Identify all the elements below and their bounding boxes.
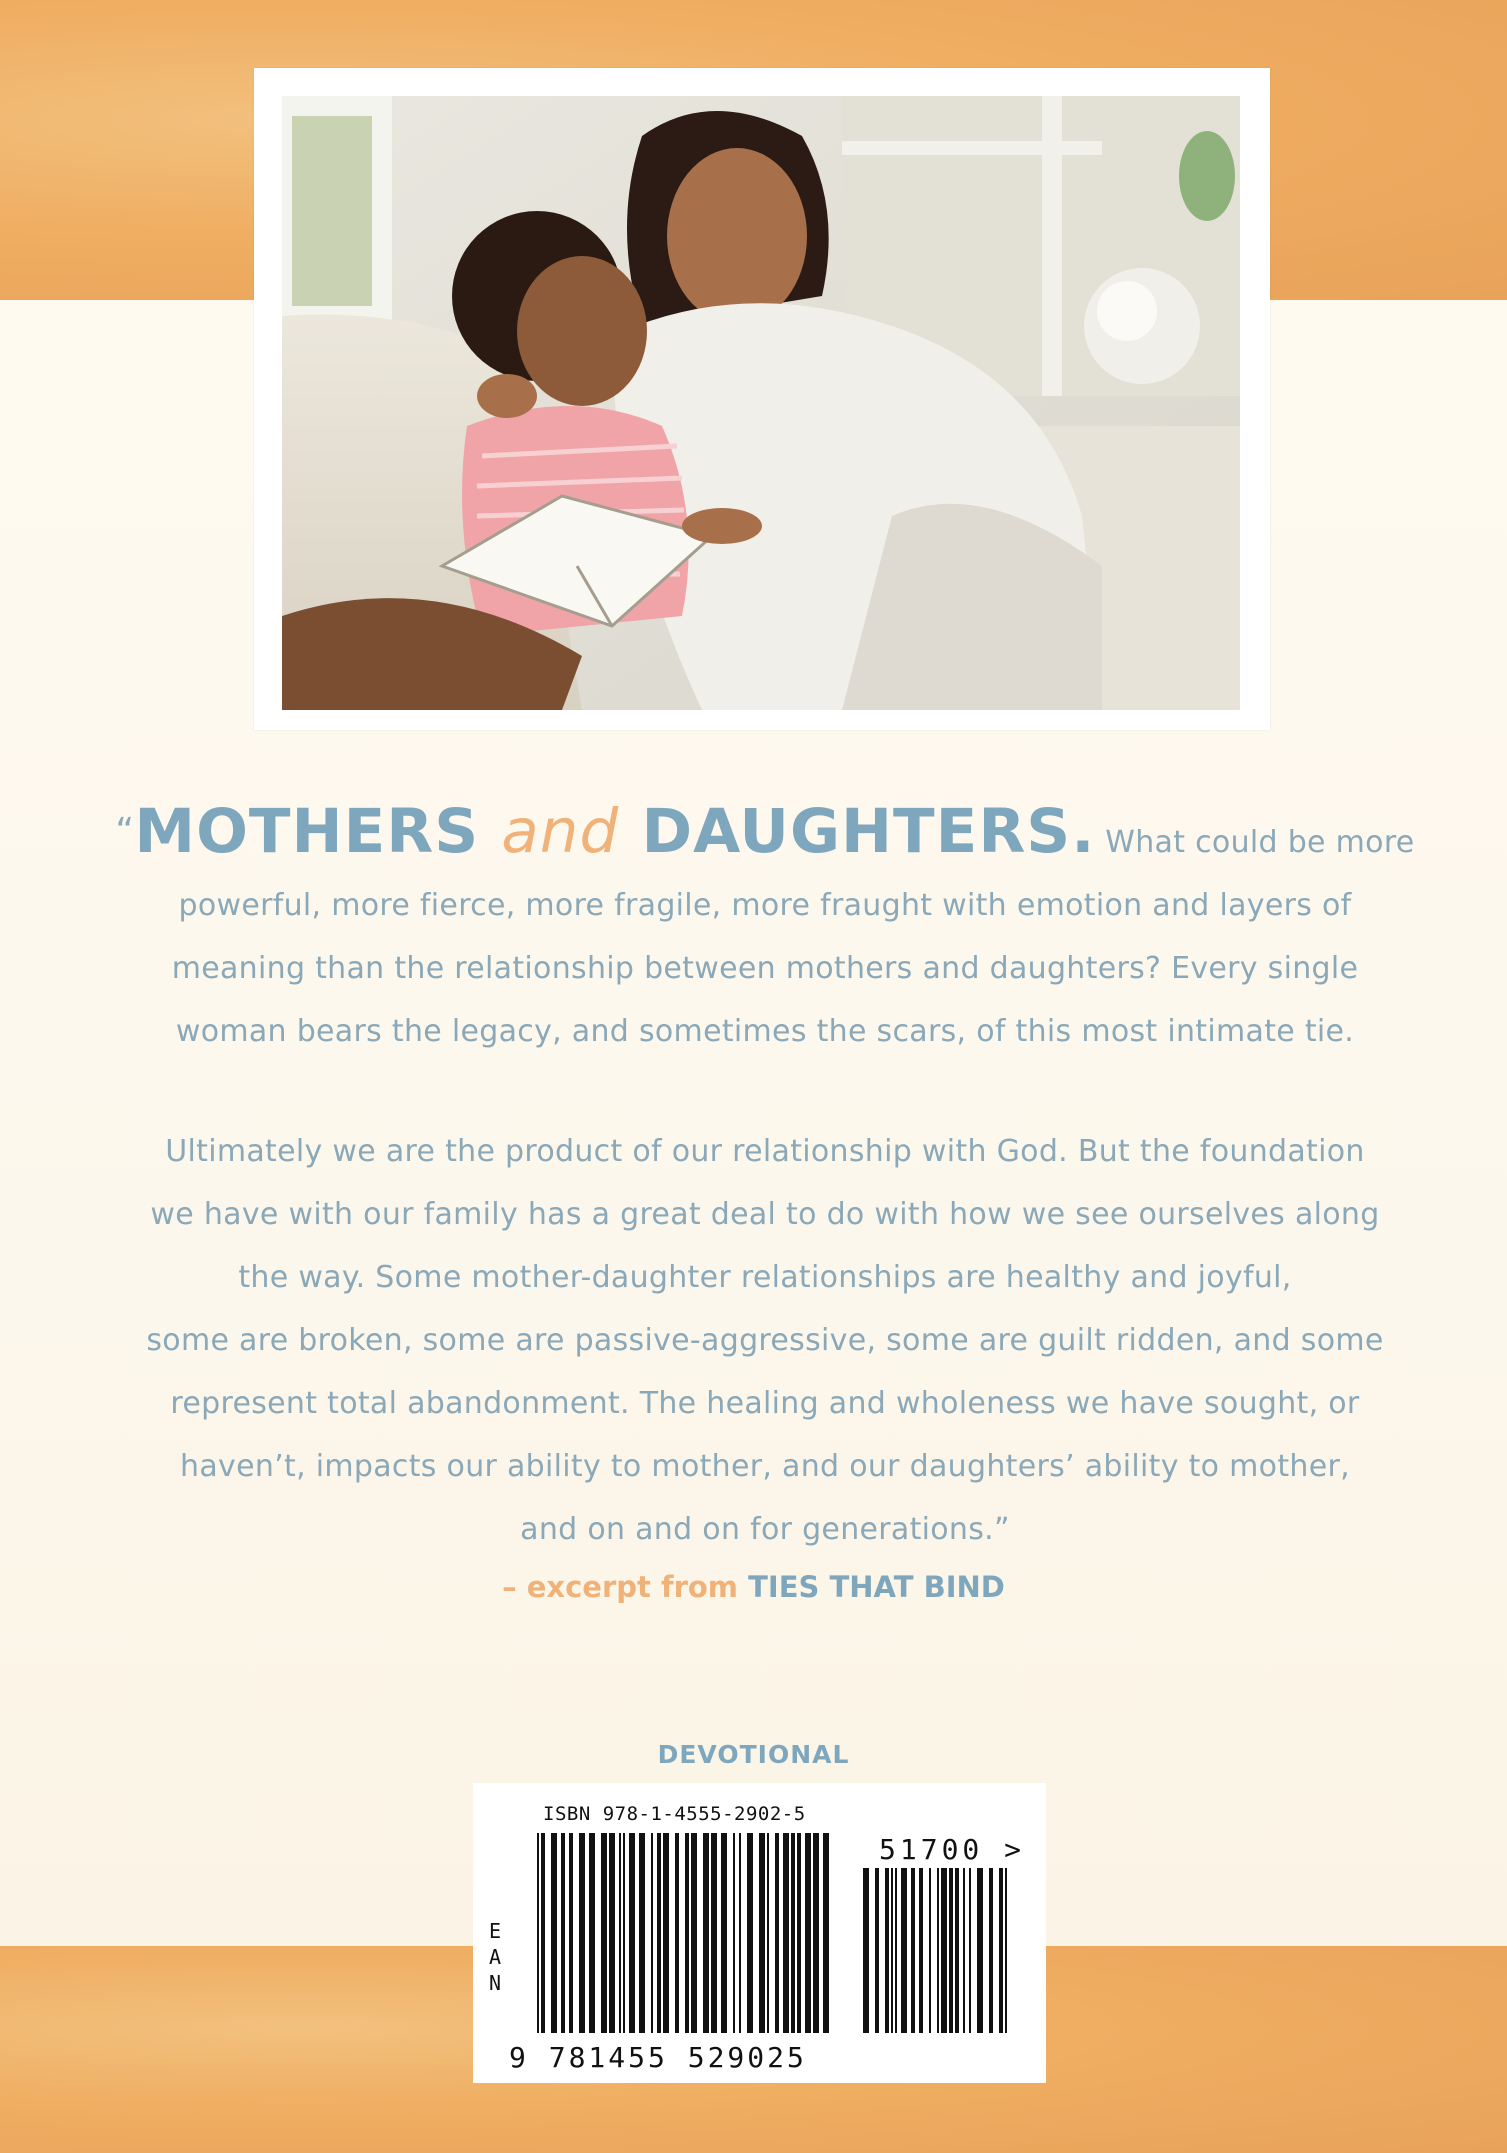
barcode-bar xyxy=(589,1833,595,2033)
barcode-bar xyxy=(711,1833,717,2033)
barcode-bar xyxy=(919,1868,923,2033)
barcode-bar xyxy=(941,1868,947,2033)
barcode-bar xyxy=(805,1833,811,2033)
quote-line-2: powerful, more fierce, more fragile, more fraught with emotion and layers of xyxy=(178,888,1352,923)
barcode-bar xyxy=(969,1868,971,2033)
quote-line-1-rest: What could be more xyxy=(1105,825,1415,860)
barcode-bar xyxy=(561,1833,565,2033)
barcode-bar xyxy=(977,1868,983,2033)
barcode-bar xyxy=(1005,1868,1007,2033)
headline-daughters: DAUGHTERS. xyxy=(641,796,1096,867)
quote-line-1 xyxy=(110,796,1420,874)
attribution-prefix: – excerpt from xyxy=(502,1570,739,1604)
barcode-bar xyxy=(619,1833,621,2033)
second-paragraph xyxy=(110,1120,1420,1561)
barcode-bar xyxy=(703,1833,709,2033)
excerpt-attribution xyxy=(0,1570,1507,1604)
barcode-box xyxy=(473,1783,1046,2083)
barcode-bar xyxy=(747,1833,753,2033)
barcode-bar xyxy=(949,1868,953,2033)
barcode-bar xyxy=(675,1833,679,2033)
barcode-bar xyxy=(579,1833,585,2033)
headline xyxy=(134,796,1095,867)
isbn-text: ISBN 978-1-4555-2902-5 xyxy=(543,1803,806,1825)
barcode-bar xyxy=(767,1833,769,2033)
barcode-bar xyxy=(823,1833,829,2033)
barcode-bar xyxy=(739,1833,741,2033)
barcode-bar xyxy=(685,1833,689,2033)
barcode-bar xyxy=(901,1868,907,2033)
barcode-bar xyxy=(963,1868,965,2033)
barcode-bar xyxy=(623,1833,625,2033)
barcode-bar xyxy=(999,1868,1003,2033)
barcode-bar xyxy=(639,1833,645,2033)
barcode-bar xyxy=(929,1868,931,2033)
barcode-bar xyxy=(783,1833,789,2033)
barcode-bar xyxy=(721,1833,727,2033)
barcode-bar xyxy=(537,1833,539,2033)
paragraph-line: Ultimately we are the product of our relationship with God. But the foundation xyxy=(165,1134,1365,1169)
barcode-bar xyxy=(891,1868,893,2033)
barcode-bar xyxy=(937,1868,939,2033)
paragraph-line: haven’t, impacts our ability to mother, and our daughters’ ability to mother, xyxy=(180,1449,1350,1484)
barcode-bar xyxy=(791,1833,795,2033)
paragraph-line: and on and on for generations.” xyxy=(520,1512,1010,1547)
paragraph-line: represent total abandonment. The healing and wholeness we have sought, or xyxy=(170,1386,1360,1421)
addon-barcode xyxy=(863,1868,1013,2033)
barcode-bar xyxy=(863,1868,869,2033)
barcode-bar xyxy=(733,1833,735,2033)
barcode-bar xyxy=(551,1833,557,2033)
barcode-bar xyxy=(989,1868,993,2033)
quote-line-3: meaning than the relationship between mothers and daughters? Every single xyxy=(171,951,1359,986)
headline-mothers: MOTHERS xyxy=(134,796,480,867)
barcode-bar xyxy=(797,1833,801,2033)
paragraph-line: we have with our family has a great deal to do with how we see ourselves along xyxy=(150,1197,1380,1232)
price-code: 51700 > xyxy=(879,1833,1026,1866)
barcode-bar xyxy=(541,1833,545,2033)
attribution-title: TIES THAT BIND xyxy=(748,1570,1005,1604)
barcode-bar xyxy=(955,1868,959,2033)
barcode-bar xyxy=(601,1833,607,2033)
barcode-bar xyxy=(875,1868,879,2033)
barcode-bar xyxy=(651,1833,653,2033)
ean-label: E A N xyxy=(488,1919,502,1995)
barcode-bar xyxy=(629,1833,635,2033)
barcode-bar xyxy=(609,1833,615,2033)
paragraph-line: the way. Some mother-daughter relationships are healthy and joyful, xyxy=(238,1260,1292,1295)
barcode-bar xyxy=(911,1868,915,2033)
barcode-bar xyxy=(657,1833,661,2033)
paragraph-line: some are broken, some are passive-aggressive, some are guilt ridden, and some xyxy=(146,1323,1384,1358)
quote-line-4: woman bears the legacy, and sometimes the scars, of this most intimate tie. xyxy=(175,1014,1355,1049)
mother-daughter-reading-photo xyxy=(282,96,1240,710)
barcode-bar xyxy=(885,1868,889,2033)
genre-label: DEVOTIONAL xyxy=(657,1740,850,1769)
barcode-bar xyxy=(569,1833,573,2033)
barcode-bar xyxy=(895,1868,897,2033)
barcode-bar xyxy=(813,1833,819,2033)
headline-and: and xyxy=(501,796,620,867)
open-quote-mark: “ xyxy=(115,811,135,852)
barcode-bar xyxy=(759,1833,765,2033)
barcode-bar xyxy=(775,1833,779,2033)
barcode-digits: 9 781455 529025 xyxy=(509,2041,807,2074)
barcode-bar xyxy=(691,1833,697,2033)
intro-quote xyxy=(110,796,1420,1063)
ean-barcode xyxy=(537,1833,837,2033)
barcode-bar xyxy=(663,1833,669,2033)
